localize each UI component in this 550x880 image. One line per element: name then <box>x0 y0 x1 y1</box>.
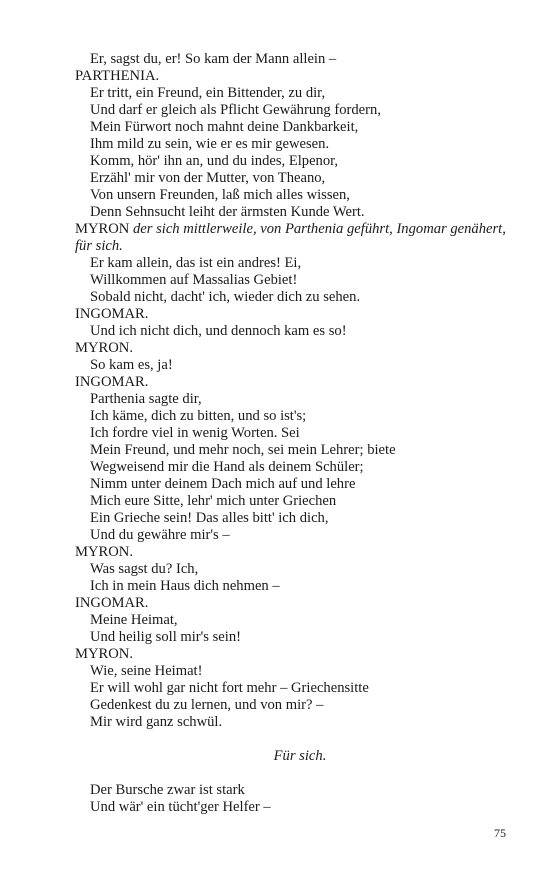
verse-line: Willkommen auf Massalias Gebiet! <box>90 272 298 288</box>
verse-line: Wegweisend mir die Hand als deinem Schüler; <box>90 459 364 475</box>
verse-line: Ich fordre viel in wenig Worten. Sei <box>90 425 300 441</box>
verse-line: Sobald nicht, dacht' ich, wieder dich zu sehen. <box>90 289 361 305</box>
verse-line: Mich eure Sitte, lehr' mich unter Griechen <box>90 493 337 509</box>
play-text <box>75 51 515 816</box>
speaker-name: INGOMAR. <box>75 306 149 322</box>
verse-line: Und ich nicht dich, und dennoch kam es so! <box>90 323 347 339</box>
verse-line: Und du gewähre mir's – <box>90 527 230 543</box>
verse-line: Parthenia sagte dir, <box>90 391 202 407</box>
stage-direction: der sich mittlerweile, von Parthenia geführt, Ingomar genähert, für sich. <box>75 221 506 254</box>
verse-line: So kam es, ja! <box>90 357 173 373</box>
speaker-name: MYRON. <box>75 544 133 560</box>
verse-line: Er, sagst du, er! So kam der Mann allein – <box>90 51 337 67</box>
speaker-name: MYRON. <box>75 340 133 356</box>
verse-line: Ein Grieche sein! Das alles bitt' ich dich, <box>90 510 329 526</box>
verse-line: Mir wird ganz schwül. <box>90 714 223 730</box>
verse-line: Und heilig soll mir's sein! <box>90 629 241 645</box>
verse-line: Und darf er gleich als Pflicht Gewährung fordern, <box>90 102 381 118</box>
verse-line: Komm, hör' ihn an, und du indes, Elpenor, <box>90 153 339 169</box>
verse-line: Wie, seine Heimat! <box>90 663 203 679</box>
verse-line: Was sagst du? Ich, <box>90 561 199 577</box>
speaker-name: INGOMAR. <box>75 595 149 611</box>
speaker-name: PARTHENIA. <box>75 68 160 84</box>
verse-line: Mein Freund, und mehr noch, sei mein Lehrer; biete <box>90 442 396 458</box>
verse-line: Mein Fürwort noch mahnt deine Dankbarkeit, <box>90 119 359 135</box>
verse-line: Denn Sehnsucht leiht der ärmsten Kunde Wert. <box>90 204 365 220</box>
page-number: 75 <box>494 826 506 840</box>
blank-line <box>75 731 515 748</box>
verse-line: Ihm mild zu sein, wie er es mir gewesen. <box>90 136 330 152</box>
verse-line: Ich käme, dich zu bitten, und so ist's; <box>90 408 307 424</box>
verse-line: Erzähl' mir von der Mutter, von Theano, <box>90 170 326 186</box>
verse-line: Von unsern Freunden, laß mich alles wissen, <box>90 187 350 203</box>
verse-line: Und wär' ein tücht'ger Helfer – <box>90 799 271 815</box>
verse-line: Gedenkest du zu lernen, und von mir? – <box>90 697 324 713</box>
verse-line: Er tritt, ein Freund, ein Bittender, zu dir, <box>90 85 326 101</box>
stage-direction: Für sich. <box>273 748 327 764</box>
speaker-name: INGOMAR. <box>75 374 149 390</box>
verse-line: Er kam allein, das ist ein andres! Ei, <box>90 255 302 271</box>
verse-line: Er will wohl gar nicht fort mehr – Griechensitte <box>90 680 369 696</box>
speaker-name: MYRON. <box>75 646 133 662</box>
speaker-with-stage-direction <box>75 221 515 255</box>
verse-line: Der Bursche zwar ist stark <box>90 782 245 798</box>
verse-line: Meine Heimat, <box>90 612 178 628</box>
blank-line <box>75 765 515 782</box>
verse-line: Ich in mein Haus dich nehmen – <box>90 578 280 594</box>
verse-line: Nimm unter deinem Dach mich auf und lehre <box>90 476 356 492</box>
speaker-name: MYRON <box>75 221 130 237</box>
